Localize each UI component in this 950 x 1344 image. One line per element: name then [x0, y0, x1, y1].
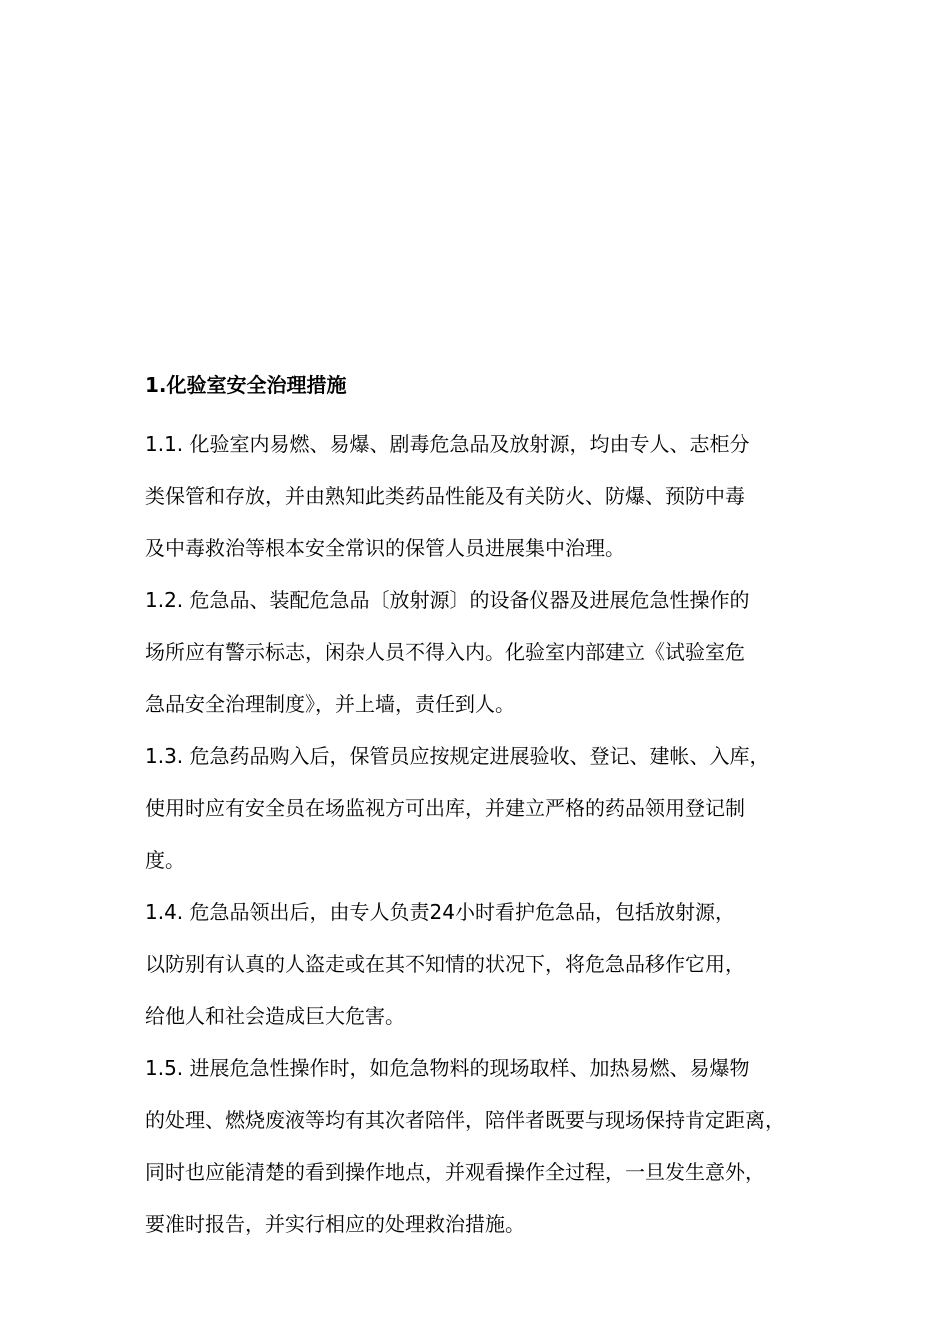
document-body	[145, 366, 845, 1250]
paragraph-line: 使用时应有安全员在场监视方可出库，并建立严格的药品领用登记制	[145, 796, 745, 820]
paragraph-line: 度。	[145, 848, 185, 872]
paragraph-1-2	[145, 574, 845, 730]
paragraph-line: 及中毒救治等根本安全常识的保管人员进展集中治理。	[145, 536, 625, 560]
paragraph-line: 1.5. 进展危急性操作时，如危急物料的现场取样、加热易燃、易爆物	[145, 1056, 750, 1080]
paragraph-line: 同时也应能清楚的看到操作地点，并观看操作全过程，一旦发生意外，	[145, 1160, 765, 1184]
section-heading: 1.化验室安全治理措施	[145, 373, 347, 397]
paragraph-line: 以防别有认真的人盗走或在其不知情的状况下，将危急品移作它用，	[145, 952, 745, 976]
paragraph-line: 的处理、燃烧废液等均有其次者陪伴，陪伴者既要与现场保持肯定距离，	[145, 1108, 785, 1132]
paragraph-1-4	[145, 886, 845, 1042]
paragraph-line: 要准时报告，并实行相应的处理救治措施。	[145, 1212, 525, 1236]
paragraph-1-1	[145, 418, 845, 574]
paragraph-line: 场所应有警示标志，闲杂人员不得入内。化验室内部建立《试验室危	[145, 640, 745, 664]
paragraph-line: 1.4. 危急品领出后，由专人负责24小时看护危急品，包括放射源，	[145, 900, 735, 924]
paragraph-1-5	[145, 1042, 845, 1250]
paragraph-line: 急品安全治理制度》，并上墙，责任到人。	[145, 692, 515, 716]
paragraph-line: 1.1. 化验室内易燃、易爆、剧毒危急品及放射源，均由专人、志柜分	[145, 432, 750, 456]
paragraph-line: 1.3. 危急药品购入后，保管员应按规定进展验收、登记、建帐、入库，	[145, 744, 770, 768]
paragraph-line: 类保管和存放，并由熟知此类药品性能及有关防火、防爆、预防中毒	[145, 484, 745, 508]
paragraph-line: 1.2. 危急品、装配危急品〔放射源〕的设备仪器及进展危急性操作的	[145, 588, 750, 612]
paragraph-1-3	[145, 730, 845, 886]
paragraph-line: 给他人和社会造成巨大危害。	[145, 1004, 405, 1028]
